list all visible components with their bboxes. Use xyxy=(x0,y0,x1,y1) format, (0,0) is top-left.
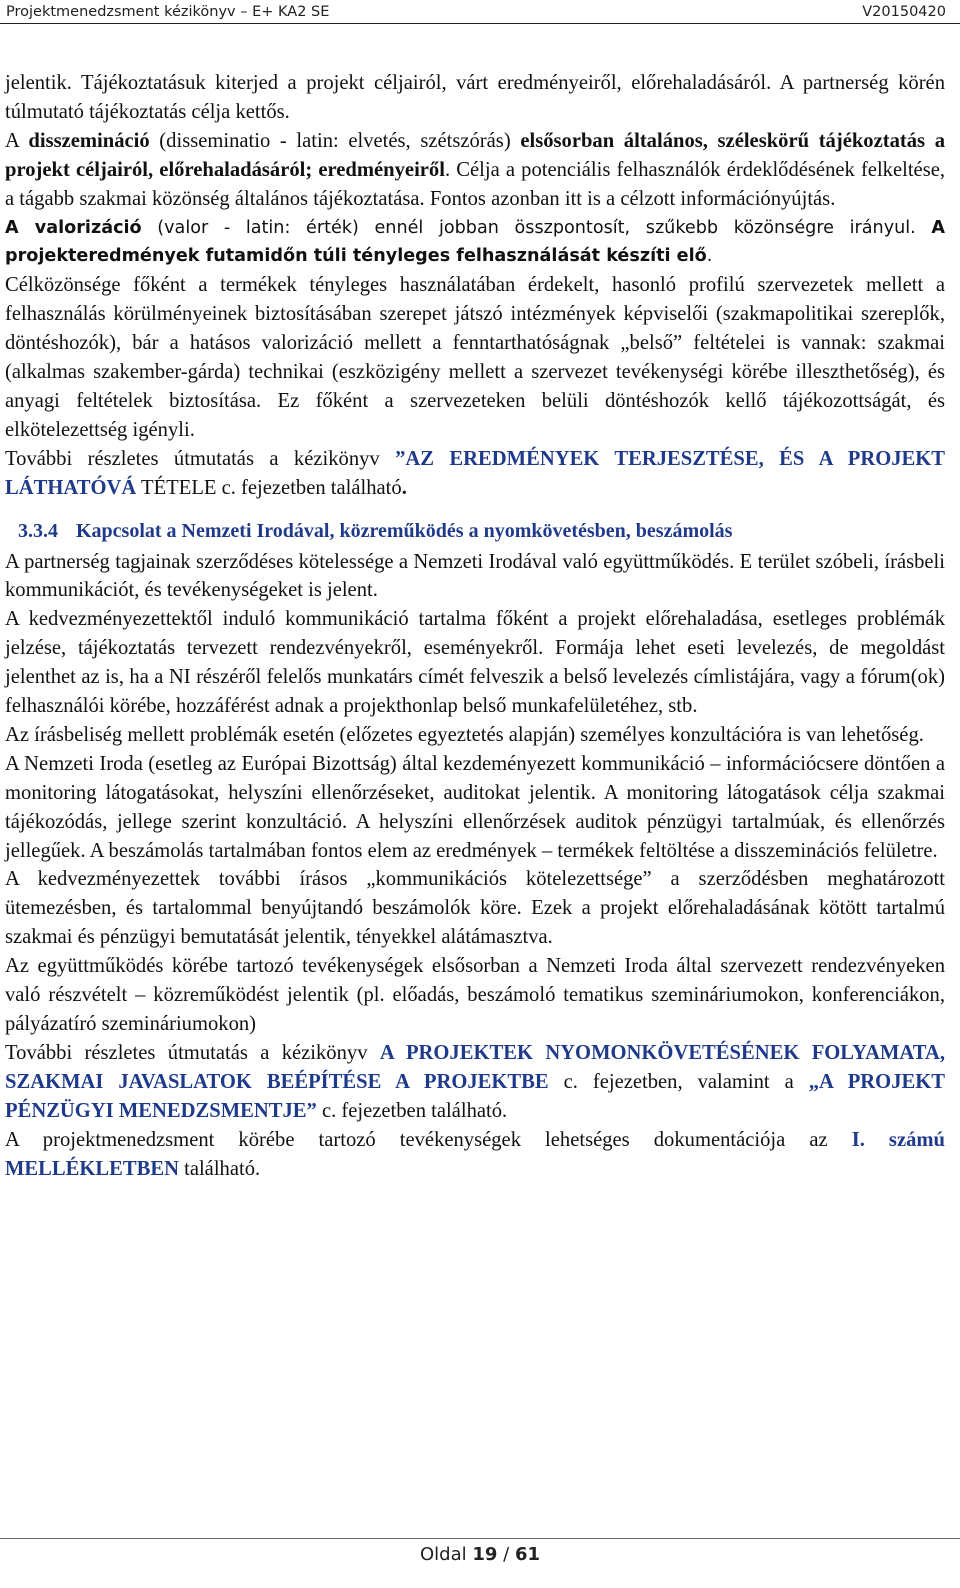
page-total: 61 xyxy=(514,1544,541,1565)
page-separator: / xyxy=(503,1544,510,1565)
chapter-reference-finance[interactable]: „A PROJEKT PÉNZÜGYI MENEDZSMENTJE” xyxy=(5,1070,945,1122)
term-valorization: A valorizáció xyxy=(5,217,142,238)
chapter-reference-monitoring[interactable]: A PROJEKTEK NYOMONKÖVETÉSÉNEK FOLYAMATA, SZAKMAI JAVASLATOK BEÉPÍTÉSE A PROJEKTBE xyxy=(5,1041,945,1093)
paragraph-target-audience: Célközönsége főként a termékek tényleges használatában érdekelt, hasonló profilú szervezetek mellett a felhasználás körülményeinek biztosításában szerepet játszó intézmények képviselői (szakmapolitikai szereplők, döntéshozók), bár a hatásos valorizáció mellett a fenntarthatóságnak „belső” feltételei is vannak: szakmai (alkalmas szakember-gárda) technikai (eszközigény mellett a szervezet tevékenységi körébe illeszthetőség), és anyagi feltételek biztosítása. Ez főként a szervezeteken belüli döntéshozók kellő tájékozottságát, és elkötelezettség igényli. xyxy=(5,274,945,441)
paragraph-reference-2: További részletes útmutatás a kézikönyv A PROJEKTEK NYOMONKÖVETÉSÉNEK FOLYAMATA, SZAKMAI JAVASLATOK BEÉPÍTÉSE A PROJEKTBE c. fejezetben, valamint a „A PROJEKT PÉNZÜGYI MENEDZSMENTJE” c. fejezetben található. xyxy=(5,1041,945,1122)
paragraph-7: A kedvezményezettektől induló kommunikáció tartalma főként a projekt előrehaladása, esetleges problémák jelzése, tájékoztatás tervezett rendezvényekről, eseményekről. Formája lehet eseti levelezés, de megoldást jelenthet az is, ha a NI részéről felelős munkatárs címét felveszik a belső levelezés címlistájára, vagy a fórum(ok) felhasználói körébe, hozzáférést adnak a projekthonlap belső munkafelületéhez, stb. xyxy=(5,608,945,718)
document-title: Projektmenedzsment kézikönyv – E+ KA2 SE xyxy=(6,3,330,20)
page-current: 19 xyxy=(472,1544,498,1565)
document-body xyxy=(5,69,945,1183)
paragraph-10: A kedvezményezettek további írásos „kommunikációs kötelezettsége” a szerződésben meghatározott ütemezésben, és tartalommal benyújtandó beszámolók köre. Ezek a projekt előrehaladásának kötött tartalmú szakmai és pénzügyi bemutatását jelentik, tényekkel alátámasztva. xyxy=(5,868,945,949)
paragraph-9: A Nemzeti Iroda (esetleg az Európai Bizottság) által kezdeményezett kommunikáció – információcsere döntően a monitoring látogatásokat, helyszíni ellenőrzéseket, auditokat jelentik. A monitoring látogatások célja szakmai tájékozódás, jellege szerint konzultáció. A helyszíni ellenőrzések auditok pénzügyi tartalmúak, és ellenőrzés jellegűek. A beszámolás tartalmában fontos elem az eredmények – termékek feltöltése a disszeminációs felületre. xyxy=(5,752,945,862)
dissemination-definition: elsősorban általános, széleskörű tájékoztatás a projekt céljairól, előrehaladásáról; eredményeiről xyxy=(5,129,946,181)
page-header xyxy=(0,0,960,24)
paragraph-dissemination: A disszemináció (disseminatio - latin: elvetés, szétszórás) elsősorban általános, széleskörű tájékoztatás a projekt céljairól, előrehaladásáról; eredményeiről. Célja a potenciális felhasználók érdeklődésének felkeltése, a tágabb szakmai közönség általános tájékoztatása. Fontos azonban itt is a célzott információnyújtás. xyxy=(5,129,946,210)
section-title: Kapcsolat a Nemzeti Irodával, közreműködés a nyomkövetésben, beszámolás xyxy=(76,519,733,542)
section-heading xyxy=(5,517,945,546)
paragraph-1: jelentik. Tájékoztatásuk kiterjed a projekt céljairól, várt eredményeiről, előrehaladásáról. A partnerség körén túlmutató tájékoztatás célja kettős. xyxy=(5,72,945,123)
paragraph-reference-3: A projektmenedzsment körébe tartozó tevékenységek lehetséges dokumentációja az I. számú MELLÉKLETBEN található. xyxy=(5,1128,945,1180)
paragraph-8: Az írásbeliség mellett problémák esetén (előzetes egyeztetés alapján) személyes konzultációra is van lehetőség. xyxy=(5,723,924,746)
page-label: Oldal xyxy=(419,1544,467,1565)
section-number: 3.3.4 xyxy=(18,519,58,542)
paragraph-11: Az együttműködés körébe tartozó tevékenységek elsősorban a Nemzeti Iroda által szervezett rendezvényeken való részvételt – közreműködést jelentik (pl. előadás, beszámoló tematikus szemináriumokon, konferenciákon, pályázatíró szemináriumokon) xyxy=(5,955,945,1035)
term-dissemination: disszemináció xyxy=(28,129,150,152)
page-footer xyxy=(0,1538,960,1578)
paragraph-reference-1: További részletes útmutatás a kézikönyv ”AZ EREDMÉNYEK TERJESZTÉSE, ÉS A PROJEKT LÁTHATÓVÁ TÉTELE c. fejezetben található. xyxy=(5,447,945,499)
paragraph-6: A partnerség tagjainak szerződéses kötelessége a Nemzeti Irodával való együttműködés. E terület szóbeli, írásbeli kommunikációt, és tevékenységeket is jelent. xyxy=(5,550,945,602)
document-version: V20150420 xyxy=(862,3,946,20)
valorization-definition: A projekteredmények futamidőn túli tényleges felhasználását készíti elő xyxy=(5,217,945,267)
chapter-reference-dissemination[interactable]: ”AZ EREDMÉNYEK TERJESZTÉSE, ÉS A PROJEKT LÁTHATÓVÁ xyxy=(5,447,945,499)
annex-reference[interactable]: I. számú MELLÉKLETBEN xyxy=(5,1128,945,1180)
paragraph-valorization: A valorizáció (valor - latin: érték) ennél jobban összpontosít, szűkebb közönségre irányul. A projekteredmények futamidőn túli tényleges felhasználását készíti elő. xyxy=(5,217,945,267)
